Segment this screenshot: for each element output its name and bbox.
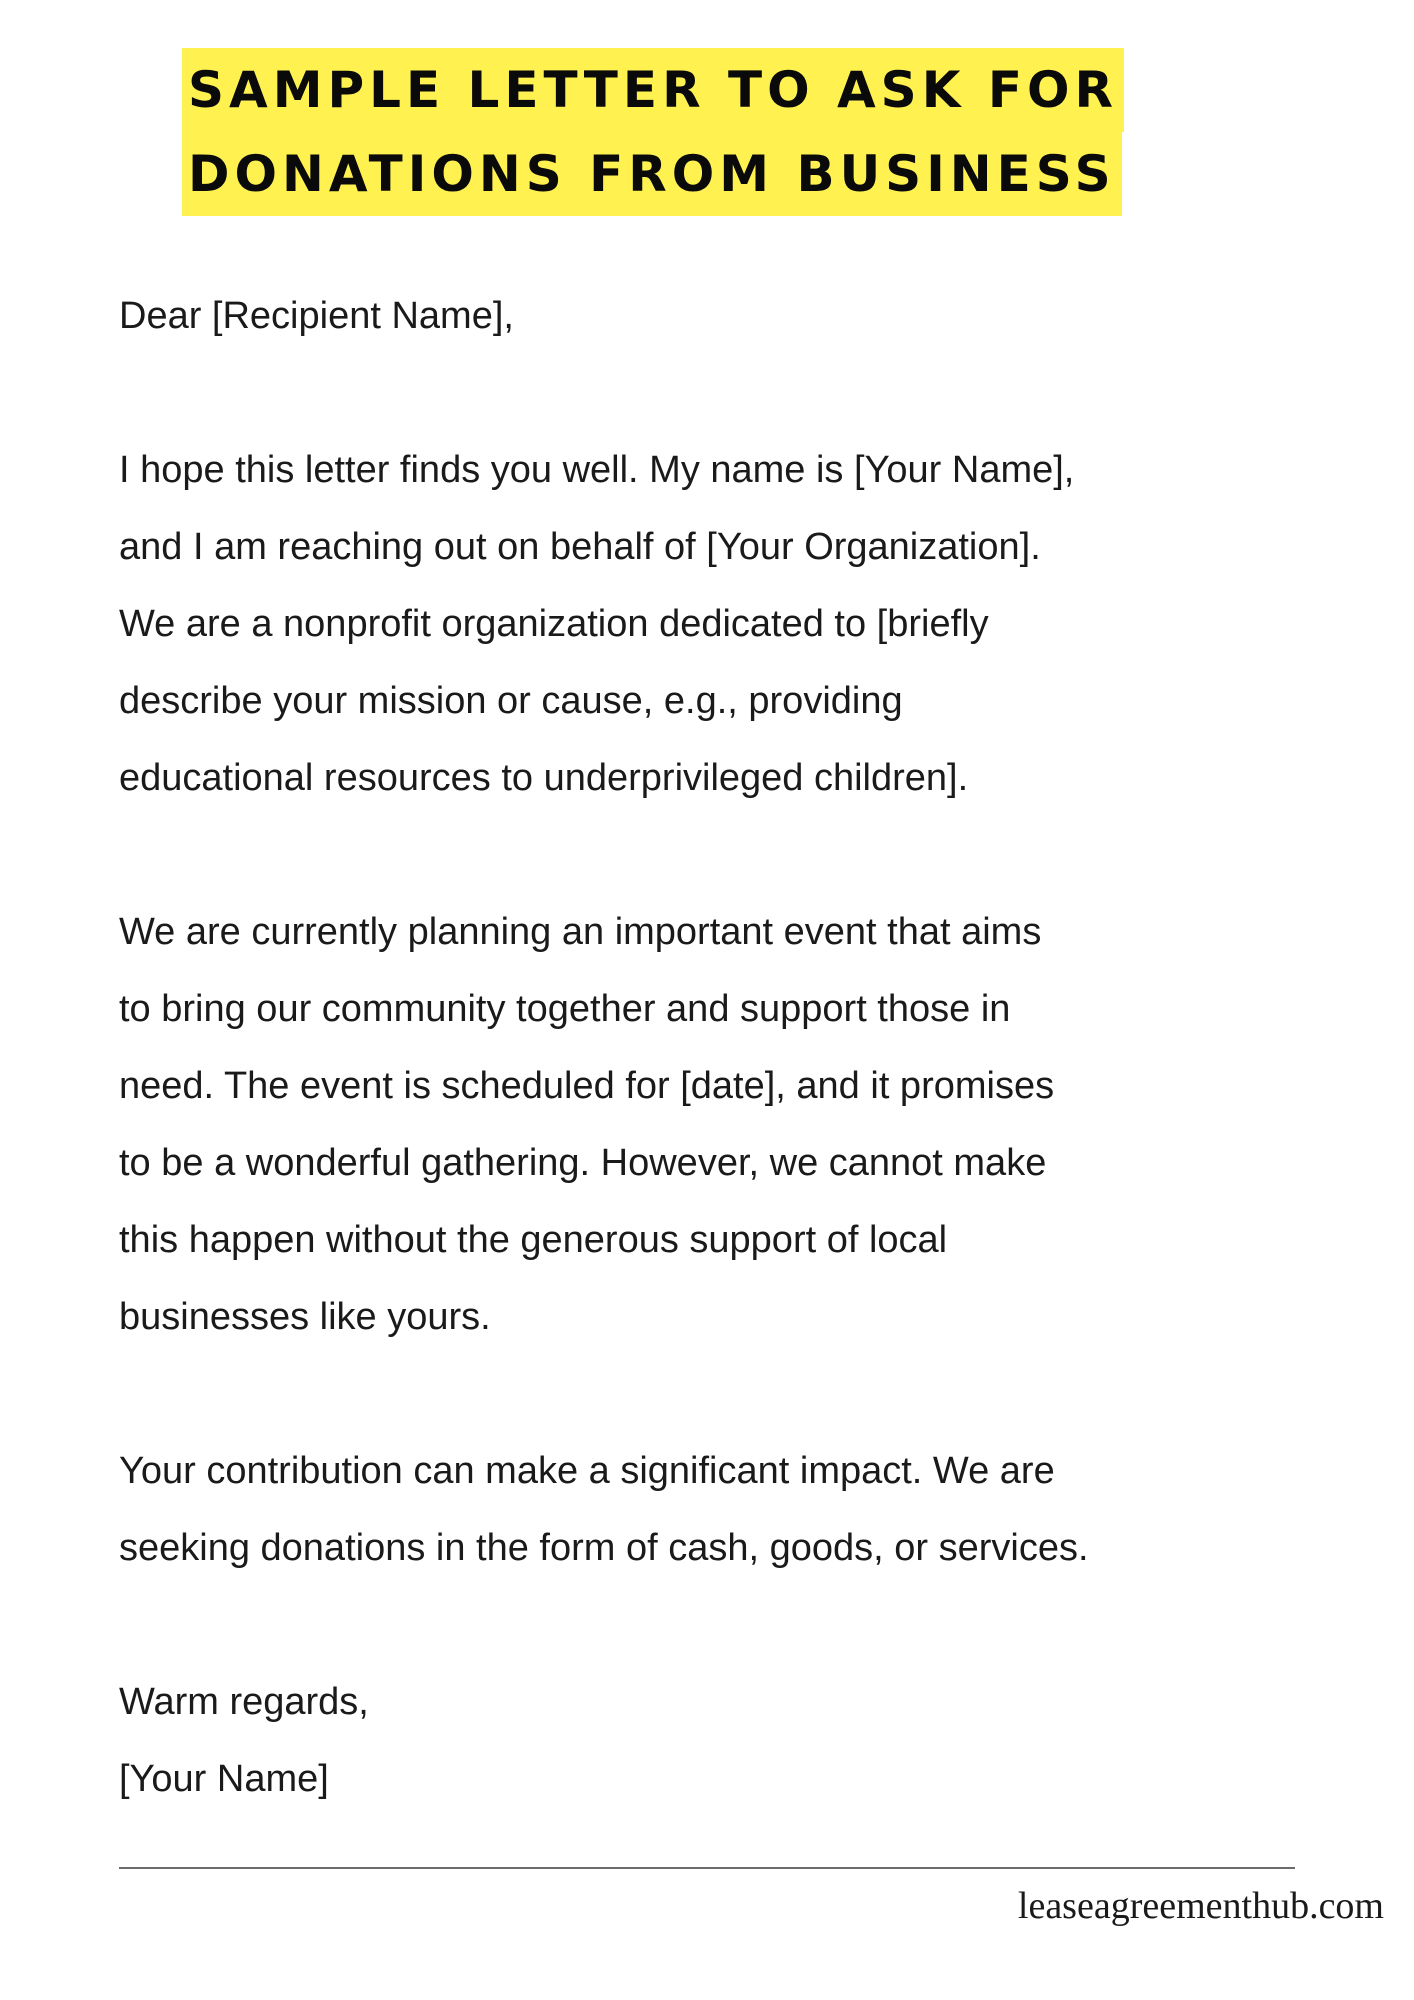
footer-divider xyxy=(119,1867,1295,1869)
paragraph-line: this happen without the generous support of local xyxy=(119,1219,948,1261)
paragraph-line: to be a wonderful gathering. However, we cannot make xyxy=(119,1142,1047,1184)
closing: Warm regards, xyxy=(119,1681,369,1723)
paragraph-line: We are a nonprofit organization dedicated to [briefly xyxy=(119,603,989,645)
letter-body xyxy=(119,278,1349,1818)
paragraph-request xyxy=(119,1433,1349,1587)
paragraph-line: businesses like yours. xyxy=(119,1296,491,1338)
paragraph-line: We are currently planning an important event that aims xyxy=(119,911,1042,953)
document-title xyxy=(182,48,1178,216)
paragraph-event xyxy=(119,894,1349,1356)
paragraph-gap xyxy=(119,1356,1349,1433)
signature-placeholder: [Your Name] xyxy=(119,1758,329,1800)
salutation: Dear [Recipient Name], xyxy=(119,295,514,337)
paragraph-gap xyxy=(119,817,1349,894)
paragraph-line: Your contribution can make a significant impact. We are xyxy=(119,1450,1055,1492)
paragraph-line: to bring our community together and support those in xyxy=(119,988,1011,1030)
paragraph-line: need. The event is scheduled for [date], and it promises xyxy=(119,1065,1055,1107)
paragraph-line: educational resources to underprivileged children]. xyxy=(119,757,969,799)
paragraph-line: and I am reaching out on behalf of [Your Organization]. xyxy=(119,526,1041,568)
paragraph-line: describe your mission or cause, e.g., providing xyxy=(119,680,903,722)
footer-website: leaseagreementhub.com xyxy=(1017,1885,1384,1927)
paragraph-gap xyxy=(119,1587,1349,1664)
title-line-1: SAMPLE LETTER TO ASK FOR xyxy=(182,48,1124,132)
title-line-2: DONATIONS FROM BUSINESS xyxy=(182,132,1122,216)
paragraph-gap xyxy=(119,355,1349,432)
paragraph-line: seeking donations in the form of cash, goods, or services. xyxy=(119,1527,1089,1569)
paragraph-introduction xyxy=(119,432,1349,817)
paragraph-line: I hope this letter finds you well. My name is [Your Name], xyxy=(119,449,1075,491)
